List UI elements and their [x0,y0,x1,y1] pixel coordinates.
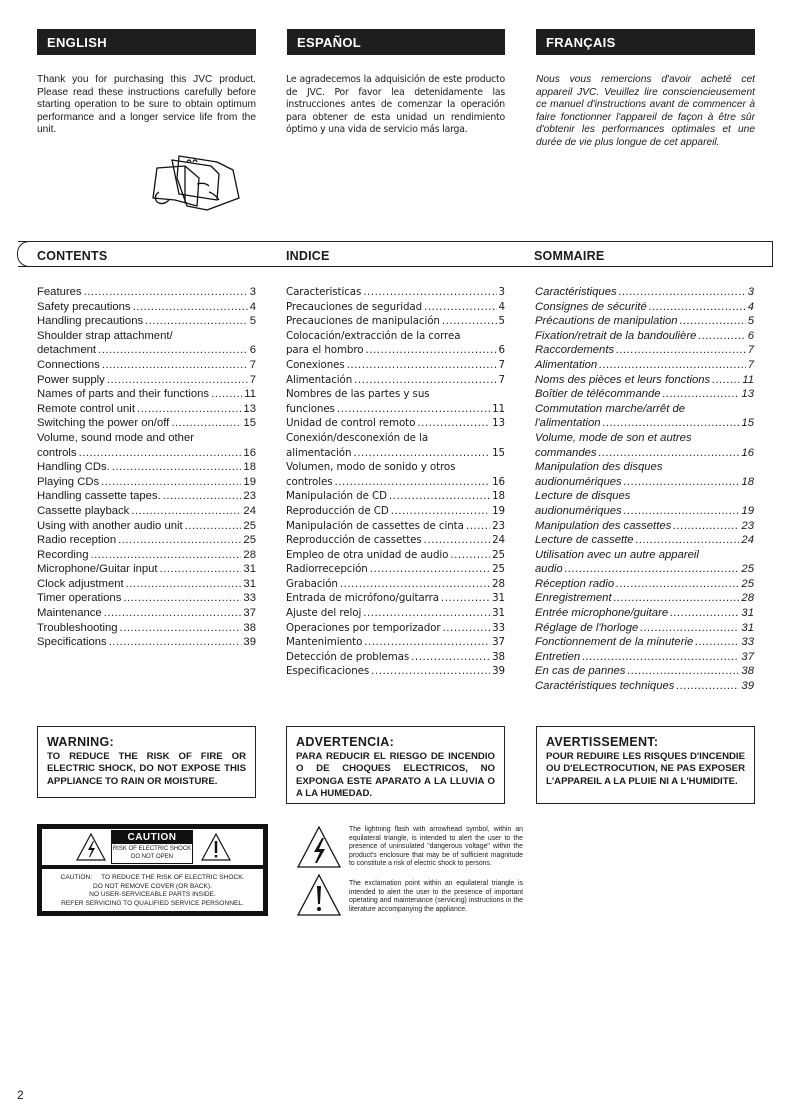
toc-page: 31 [243,577,256,590]
toc-title: Recording [37,548,89,561]
toc-title: Grabación [286,577,338,590]
toc-entry[interactable] [535,621,754,636]
toc-entry[interactable] [37,635,256,650]
toc-entry[interactable] [37,533,256,548]
warning-heading: AVERTISSEMENT: [546,735,659,749]
warning-text: PARA REDUCIR EL RIESGO DE INCENDIO O DE CHOQUES ELECTRICOS, NO EXPONGA ESTE APARATO A LA LLUVIA O A LA HUMEDAD. [296,751,495,800]
toc-title-line1: Volume, sound mode and other [37,431,195,444]
toc-title: audionumériques [535,475,622,488]
toc-title: Handling precautions [37,315,144,328]
toc-title-line1: Manipulation des disques [535,461,663,474]
toc-title: Switching the power on/off [37,417,170,430]
toc-title: Raccordements [535,344,615,357]
toc-entry[interactable] [535,606,754,621]
toc-page: 16 [741,446,754,459]
caution-line: NO USER-SERVICEABLE PARTS INSIDE. [89,891,216,899]
toc-entry[interactable] [535,285,754,300]
toc-page: 6 [747,329,754,342]
toc-page: 4 [747,300,754,313]
toc-title-line1: Utilisation avec un autre appareil [535,548,699,561]
toc-entry[interactable] [286,606,505,621]
toc-entry[interactable] [535,329,754,344]
toc-title: Reproducción de CD [286,504,389,517]
toc-entry[interactable] [286,300,505,315]
toc-page: 11 [244,388,256,401]
toc-title: Noms des pièces et leurs fonctions [535,373,711,386]
toc-title: Manipulación de CD [286,490,387,503]
toc-title: Alimentation [535,358,598,371]
toc-page: 3 [498,286,505,298]
warning-text: POUR REDUIRE LES RISQUES D'INCENDIE OU D'ELECTROCUTION, NE PAS EXPOSER L'APPAREIL A LA PLUIE NI A L'HUMIDITE. [546,751,745,787]
toc-entry[interactable] [535,577,754,592]
toc-page: 11 [492,402,505,415]
toc-entry[interactable] [37,446,256,461]
toc-title: para el hombro [286,344,364,357]
toc-entry[interactable] [286,373,505,388]
toc-title: Radio reception [37,534,117,547]
toc-entry[interactable] [286,650,505,665]
warning-box-francais [536,726,755,804]
toc-title-line1: Volumen, modo de sonido y otros [286,461,456,474]
toc-entry[interactable] [535,504,754,519]
warning-heading: ADVERTENCIA: [296,735,395,749]
toc-entry[interactable] [286,285,505,300]
toc-title: funciones [286,402,335,415]
toc-title: Entrée microphone/guitare [535,607,669,620]
toc-title: Ajuste del reloj [286,607,362,620]
toc-page: 5 [747,315,754,328]
toc-page: 15 [492,446,505,459]
toc-title: Clock adjustment [37,577,124,590]
toc-page: 24 [741,534,754,547]
toc-entry[interactable] [37,373,256,388]
toc-page: 7 [747,344,754,357]
toc-page: 3 [249,286,256,298]
toc-title: Consignes de sécurité [535,300,647,313]
toc-espanol [286,285,505,679]
toc-entry[interactable] [37,358,256,373]
toc-page: 11 [742,373,754,386]
toc-title: Alimentación [286,373,353,386]
toc-entry[interactable] [535,679,754,694]
toc-page: 31 [492,607,505,620]
lightning-triangle-icon [297,826,341,868]
toc-title: Using with another audio unit [37,519,183,532]
toc-title: audio [535,563,563,576]
toc-title: En cas de pannes [535,665,626,678]
caution-sub1: RISK OF ELECTRIC SHOCK [112,846,192,852]
toc-entry[interactable] [286,519,505,534]
toc-page: 19 [492,504,505,517]
warning-box-english [37,726,256,798]
toc-page: 39 [243,636,256,649]
intro-francais: Nous vous remercions d'avoir acheté cet appareil JVC. Veuillez lire consciencieusement ce manuel d'instructions avant de commencer à faire fonctionner l'appareil de façon à être sûr d'obtenir les performances optimales et une durée de vie plus longue de cet appareil. [536,74,755,148]
toc-page: 38 [243,621,256,634]
toc-title: Power supply [37,373,105,386]
toc-page: 18 [741,475,754,488]
caution-label-bottom [42,869,263,911]
toc-entry[interactable] [286,489,505,504]
toc-title: Mantenimiento [286,636,363,649]
caution-line: REFER SERVICING TO QUALIFIED SERVICE PERSONNEL. [61,899,244,907]
toc-page: 7 [249,373,256,386]
toc-page: 7 [498,373,505,386]
toc-page: 25 [243,534,256,547]
toc-entry[interactable] [535,475,754,490]
warning-heading: WARNING: [47,735,114,749]
toc-page: 33 [741,636,754,649]
toc-english [37,285,256,650]
toc-entry[interactable] [286,621,505,636]
toc-entry[interactable] [535,358,754,373]
toc-entry[interactable] [37,562,256,577]
toc-page: 15 [741,417,754,430]
header-bracket [17,241,31,267]
toc-title: controls [37,446,77,459]
toc-title: Specifications [37,636,107,649]
exclamation-warning-icon [201,833,231,861]
contents-header-bar [18,241,773,267]
toc-entry[interactable] [37,504,256,519]
toc-title: Precauciones de seguridad [286,300,423,313]
toc-entry[interactable] [37,285,256,300]
toc-title-line1: Conexión/desconexión de la [286,431,429,444]
toc-entry[interactable] [286,343,505,358]
reading-manual-illustration-icon [147,148,247,212]
toc-page: 25 [492,548,505,561]
toc-page: 23 [741,519,754,532]
toc-title: Manipulación de cassettes de cinta [286,519,464,532]
toc-title: controles [286,475,333,488]
toc-page: 31 [492,592,505,605]
toc-title: Detección de problemas [286,650,410,663]
toc-entry[interactable] [535,664,754,679]
toc-page: 16 [243,446,256,459]
toc-entry[interactable] [535,446,754,461]
toc-entry[interactable] [535,533,754,548]
toc-entry[interactable] [37,621,256,636]
toc-title: Conexiones [286,358,345,371]
toc-page: 37 [741,650,754,663]
toc-title: Cassette playback [37,504,130,517]
toc-title: Caracteristicas [286,286,362,298]
toc-title: Safety precautions [37,300,131,313]
toc-entry[interactable] [286,591,505,606]
toc-entry[interactable] [535,635,754,650]
toc-entry[interactable] [37,489,256,504]
toc-page: 19 [741,504,754,517]
toc-entry[interactable] [37,387,256,402]
toc-entry[interactable] [37,314,256,329]
sommaire-heading: SOMMAIRE [534,249,605,263]
toc-entry[interactable] [535,314,754,329]
toc-page: 25 [492,563,505,576]
toc-entry[interactable] [535,562,754,577]
toc-entry[interactable] [286,416,505,431]
toc-page: 25 [243,519,256,532]
toc-page: 15 [243,417,256,430]
toc-page: 25 [741,577,754,590]
toc-entry[interactable] [37,475,256,490]
toc-entry[interactable] [37,591,256,606]
caution-center-box [111,830,193,864]
toc-page: 19 [243,475,256,488]
toc-title-line1: Commutation marche/arrêt de [535,402,686,415]
toc-page: 24 [492,534,505,547]
toc-title: Lecture de cassette [535,534,634,547]
toc-title: l'alimentation [535,417,601,430]
toc-title: Names of parts and their functions [37,388,210,401]
toc-entry[interactable] [37,460,256,475]
toc-title: Radiorrecepción [286,563,368,576]
toc-page: 3 [747,286,754,298]
toc-entry[interactable] [535,650,754,665]
toc-entry[interactable] [286,548,505,563]
toc-entry[interactable] [37,577,256,592]
toc-title: Boîtier de télécommande [535,388,661,401]
toc-title-line1: Shoulder strap attachment/ [37,329,173,342]
toc-title: detachment [37,344,97,357]
toc-page: 13 [492,417,505,430]
toc-entry[interactable] [37,606,256,621]
toc-page: 31 [243,563,256,576]
toc-title: Réception radio [535,577,615,590]
toc-page: 23 [243,490,256,503]
section-header-english: ENGLISH [37,29,256,55]
toc-entry[interactable] [535,519,754,534]
toc-page: 39 [492,665,505,678]
toc-title: Unidad de control remoto [286,417,416,430]
toc-page: 28 [243,548,256,561]
toc-page: 6 [249,344,256,357]
toc-title: Précautions de manipulation [535,315,678,328]
toc-page: 28 [741,592,754,605]
toc-page: 24 [243,504,256,517]
toc-title: audionumériques [535,504,622,517]
caution-line: DO NOT REMOVE COVER (OR BACK). [93,882,212,890]
section-header-francais: FRANÇAIS [536,29,755,55]
toc-title: Entretien [535,650,581,663]
contents-heading: CONTENTS [37,249,108,263]
toc-title: Maintenance [37,607,102,620]
toc-title: Troubleshooting [37,621,118,634]
toc-title: Caractéristiques [535,286,617,298]
caution-line: CAUTION: TO REDUCE THE RISK OF ELECTRIC SHOCK. [60,874,245,881]
intro-espanol: Le agradecemos la adquisición de este producto de JVC. Por favor lea detenidamente las instrucciones antes de comenzar la operación para obtener de esta unidad un rendimiento óptimo y una vida de servicio más larga. [286,74,505,136]
toc-title: Fixation/retrait de la bandoulière [535,329,697,342]
toc-page: 39 [741,680,754,693]
toc-entry[interactable] [37,300,256,315]
toc-entry[interactable] [535,343,754,358]
toc-entry[interactable] [286,475,505,490]
toc-francais [535,285,754,694]
toc-title: Especificaciones [286,665,370,678]
indice-heading: INDICE [286,249,330,263]
caution-label-top [42,829,263,865]
toc-title-line1: Volume, mode de son et autres [535,431,692,444]
toc-title: Empleo de otra unidad de audio [286,548,449,561]
toc-title: Precauciones de manipulación [286,315,440,328]
toc-title-line1: Nombres de las partes y sus [286,388,430,401]
toc-entry[interactable] [286,664,505,679]
toc-page: 5 [498,315,505,328]
intro-english: Thank you for purchasing this JVC product. Please read these instructions carefully before starting operation to be sure to obtain optimum performance and a longer service life from the unit. [37,74,256,136]
toc-entry[interactable] [286,635,505,650]
toc-title: Reproducción de cassettes [286,534,422,547]
exclamation-symbol-explanation: The exclamation point within an equilateral triangle is intended to alert the user to the presence of important operating and maintenance (servicing) instructions in the literature accompanying the appliance. [349,880,523,913]
toc-entry[interactable] [535,300,754,315]
caution-heading: CAUTION [112,831,192,844]
toc-title: Fonctionnement de la minuterie [535,636,694,649]
toc-page: 5 [249,315,256,328]
toc-title: Caractéristiques techniques [535,680,675,693]
toc-title: Microphone/Guitar input [37,563,158,576]
toc-title: Manipulation des cassettes [535,519,672,532]
toc-page: 31 [741,621,754,634]
toc-page: 38 [741,665,754,678]
caution-sub2: DO NOT OPEN [131,853,173,860]
toc-entry[interactable] [37,416,256,431]
exclamation-triangle-icon [297,874,341,916]
toc-title: Timer operations [37,592,122,605]
toc-title: alimentación [286,446,352,459]
toc-page: 18 [492,490,505,503]
toc-entry[interactable] [535,373,754,388]
toc-page: 18 [243,461,256,474]
toc-page: 37 [243,607,256,620]
toc-entry[interactable] [286,358,505,373]
toc-title: Remote control unit [37,402,135,415]
toc-entry[interactable] [286,533,505,548]
toc-page: 25 [741,563,754,576]
toc-title: Enregistrement [535,592,612,605]
toc-entry[interactable] [37,519,256,534]
toc-entry[interactable] [286,504,505,519]
toc-page: 37 [492,636,505,649]
toc-page: 31 [741,607,754,620]
toc-title-line1: Colocación/extracción de la correa [286,329,461,342]
section-header-espanol: ESPAÑOL [287,29,505,55]
warning-box-espanol [286,726,505,804]
toc-page: 7 [747,358,754,371]
toc-entry[interactable] [286,577,505,592]
toc-page: 13 [741,388,754,401]
toc-page: 16 [492,475,505,488]
toc-entry[interactable] [286,314,505,329]
toc-page: 23 [492,519,505,532]
toc-page: 38 [492,650,505,663]
toc-entry[interactable] [37,548,256,563]
toc-entry[interactable] [535,387,754,402]
toc-title: Handling cassette tapes. [37,490,161,503]
caution-label [37,824,268,916]
toc-page: 4 [249,300,256,313]
toc-page: 13 [243,402,256,415]
toc-title: Operaciones por temporizador [286,621,441,634]
toc-entry[interactable] [37,402,256,417]
toc-page: 28 [492,577,505,590]
warning-text: TO REDUCE THE RISK OF FIRE OR ELECTRIC SHOCK, DO NOT EXPOSE THIS APPLIANCE TO RAIN OR MOISTURE. [47,751,246,787]
toc-title: Playing CDs [37,475,100,488]
toc-page: 7 [249,358,256,371]
toc-page: 33 [243,592,256,605]
toc-entry[interactable] [286,446,505,461]
toc-entry[interactable] [37,343,256,358]
toc-title: Entrada de micrófono/guitarra [286,592,439,605]
toc-title: Réglage de l'horloge [535,621,639,634]
toc-title: Connections [37,358,100,371]
toc-title: commandes [535,446,597,459]
toc-page: 33 [492,621,505,634]
toc-title: Features [37,286,82,298]
toc-entry[interactable] [286,562,505,577]
toc-page: 6 [498,344,505,357]
toc-page: 4 [498,300,505,313]
toc-entry[interactable] [535,591,754,606]
toc-entry[interactable] [286,402,505,417]
toc-entry[interactable] [535,416,754,431]
toc-page: 7 [498,358,505,371]
lightning-symbol-explanation: The lightning flash with arrowhead symbol, within an equilateral triangle, is intended to alert the user to the presence of uninsulated "dangerous voltage" within the product's enclosure that may be of sufficient magnitude to constitute a risk of electric shock to persons. [349,826,523,868]
toc-title: Handling CDs. [37,461,110,474]
toc-title-line1: Lecture de disques [535,490,631,503]
page-number: 2 [17,1088,24,1102]
lightning-warning-icon [76,833,106,861]
